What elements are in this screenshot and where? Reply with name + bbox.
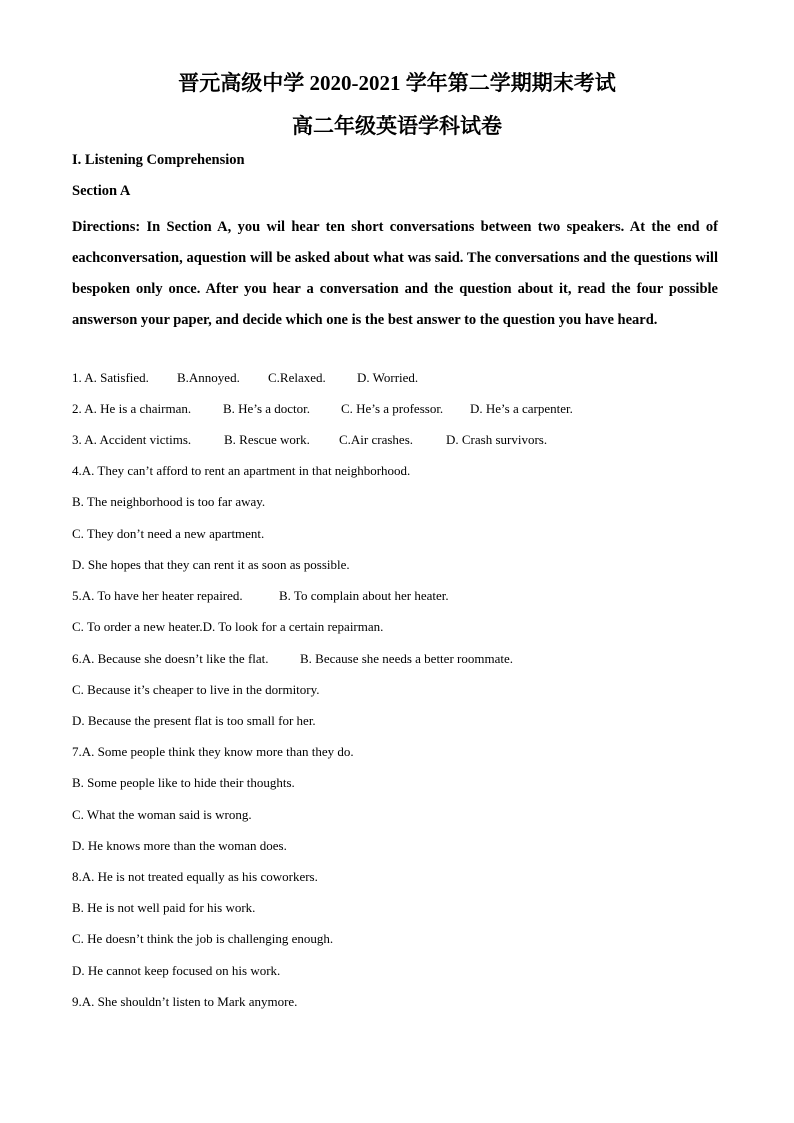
- section-heading: Section A: [72, 183, 131, 199]
- question-5-options: [72, 587, 449, 605]
- q6-option-c: C. Because it’s cheaper to live in the dormitory.: [72, 682, 320, 697]
- part-heading: I. Listening Comprehension: [72, 152, 245, 168]
- q1-option-d: D. Worried.: [357, 370, 419, 385]
- q3-option-d: D. Crash survivors.: [446, 432, 548, 447]
- q8-option-a: 8.A. He is not treated equally as his coworkers.: [72, 869, 318, 884]
- question-1-options: [72, 369, 418, 387]
- q2-option-a: 2. A. He is a chairman.: [72, 401, 192, 416]
- q2-option-b: B. He’s a doctor.: [223, 401, 311, 416]
- exam-title: 晋元高级中学 2020-2021 学年第二学期期末考试: [178, 71, 616, 95]
- q1-option-b: B.Annoyed.: [177, 370, 240, 385]
- q7-option-b: B. Some people like to hide their thoughts.: [72, 775, 295, 790]
- q5-option-b: B. To complain about her heater.: [279, 588, 449, 603]
- q8-option-b: B. He is not well paid for his work.: [72, 900, 256, 915]
- exam-subtitle: 高二年级英语学科试卷: [292, 114, 502, 138]
- q1-option-a: 1. A. Satisfied.: [72, 370, 149, 385]
- q4-option-a: 4.A. They can’t afford to rent an apartment in that neighborhood.: [72, 463, 411, 478]
- q7-option-a: 7.A. Some people think they know more than they do.: [72, 744, 354, 759]
- q3-option-c: C.Air crashes.: [339, 432, 414, 447]
- directions-paragraph: Directions: In Section A, you wil hear ten short conversations between two speakers. At the end of eachconversation, aquestion will be asked about what was said. The conversations and the questions will bespoken only once. After you hear a conversation and the question about it, read the four possible answerson your paper, and decide which one is the best answer to the question you have heard.: [72, 219, 718, 328]
- q7-option-d: D. He knows more than the woman does.: [72, 838, 287, 853]
- q6-option-d: D. Because the present flat is too small for her.: [72, 713, 316, 728]
- q4-option-c: C. They don’t need a new apartment.: [72, 526, 265, 541]
- q2-option-c: C. He’s a professor.: [341, 401, 444, 416]
- q4-option-d: D. She hopes that they can rent it as soon as possible.: [72, 557, 350, 572]
- q9-option-a: 9.A. She shouldn’t listen to Mark anymore.: [72, 994, 298, 1009]
- q2-option-d: D. He’s a carpenter.: [470, 401, 573, 416]
- q5-option-cd: C. To order a new heater.D. To look for a certain repairman.: [72, 619, 384, 634]
- question-6-options: [72, 650, 513, 668]
- question-2-options: [72, 400, 573, 418]
- q8-option-d: D. He cannot keep focused on his work.: [72, 963, 281, 978]
- q1-option-c: C.Relaxed.: [268, 370, 326, 385]
- q6-option-a: 6.A. Because she doesn’t like the flat.: [72, 651, 269, 666]
- question-3-options: [72, 431, 547, 449]
- q3-option-a: 3. A. Accident victims.: [72, 432, 192, 447]
- q8-option-c: C. He doesn’t think the job is challenging enough.: [72, 931, 334, 946]
- q7-option-c: C. What the woman said is wrong.: [72, 807, 252, 822]
- q5-option-a: 5.A. To have her heater repaired.: [72, 588, 243, 603]
- q3-option-b: B. Rescue work.: [224, 432, 310, 447]
- q4-option-b: B. The neighborhood is too far away.: [72, 494, 266, 509]
- q6-option-b: B. Because she needs a better roommate.: [300, 651, 513, 666]
